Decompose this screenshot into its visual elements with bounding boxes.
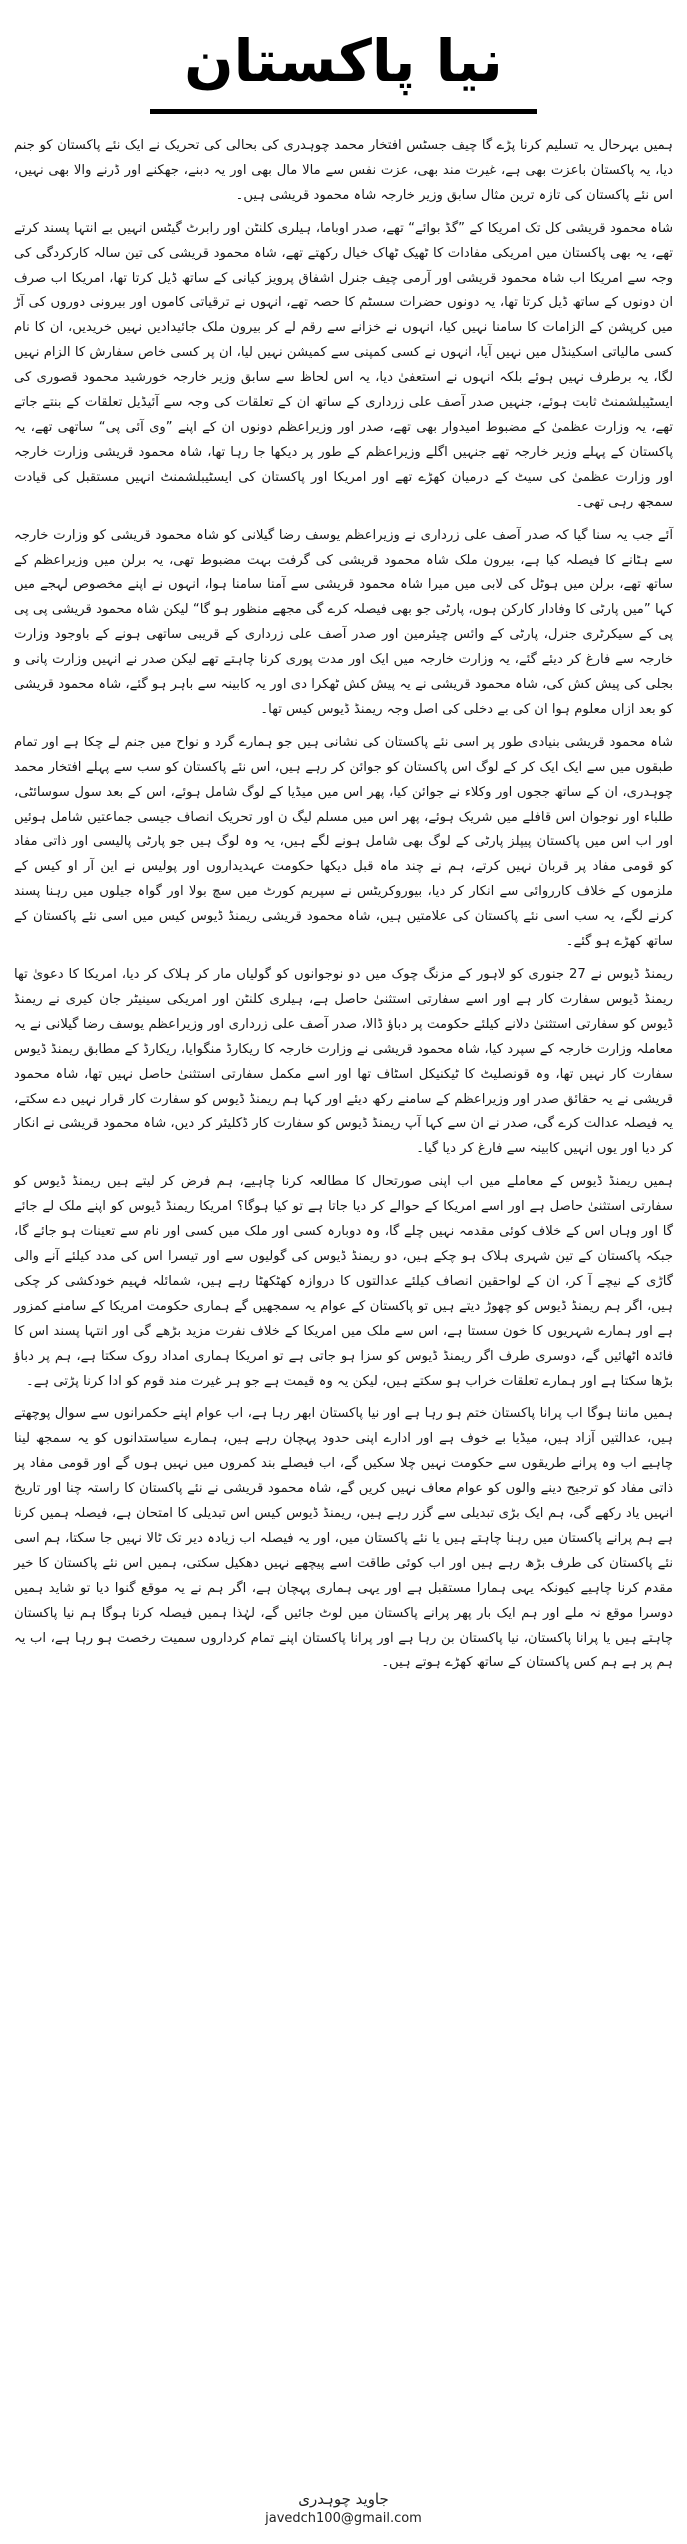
article-paragraph: ہمیں بہرحال یہ تسلیم کرنا پڑے گا چیف جسٹس افتخار محمد چوہدری کی بحالی کی تحریک نے ایک نئے پاکستان کو جنم دیا، یہ پاکستان باعزت بھی ہے، غیرت مند بھی، عزت نفس سے مالا مال بھی اور یہ دبنے، جھکنے اور ڈرنے والا بھی نہیں، اس نئے پاکستان کی تازہ ترین مثال سابق وزیر خارجہ شاہ محمود قریشی ہیں۔	[14, 138, 673, 203]
column-headline: نیا پاکستان	[150, 21, 537, 114]
author-name: جاوید چوہدری	[298, 2490, 389, 2508]
article-paragraph: آئے جب یہ سنا گیا کہ صدر آصف علی زرداری نے وزیراعظم یوسف رضا گیلانی کو شاہ محمود قریشی کو وزارت خارجہ سے ہٹانے کا فیصلہ کیا ہے، بیرون ملک شاہ محمود قریشی کی گرفت بہت مضبوط تھی، یہ برلن میں وزیراعظم کے ساتھ تھے، برلن میں ہوٹل کی لابی میں میرا شاہ محمود قریشی سے آمنا سامنا ہوا، انہوں نے اپنے مخصوص لہجے میں کہا ”میں پارٹی کا وفادار کارکن ہوں، پارٹی جو بھی فیصلہ کرے گی مجھے منظور ہو گا“ لیکن شاہ محمود قریشی پی پی پی کے سیکرٹری جنرل، پارٹی کے وائس چیئرمین اور صدر آصف علی زرداری کے قریبی ساتھی ہونے کے باوجود وزارت خارجہ سے فارغ کر دیئے گئے، یہ وزارت خارجہ میں ایک اور مدت پوری کرنا چاہتے تھے لیکن صدر نے انہیں وزارت پانی و بجلی کی پیش کش کی، شاہ محمود قریشی نے یہ پیش کش ٹھکرا دی اور یہ کابینہ سے باہر ہو گئے، شاہ محمود قریشی کو بعد ازاں معلوم ہوا ان کی بے دخلی کی اصل وجہ ریمنڈ ڈیوس کیس تھا۔	[14, 527, 673, 717]
headline-area	[14, 6, 673, 128]
article-paragraph: ہمیں ریمنڈ ڈیوس کے معاملے میں اب اپنی صورتحال کا مطالعہ کرنا چاہیے، ہم فرض کر لیتے ہیں ریمنڈ ڈیوس کو سفارتی استثنیٰ حاصل ہے اور اسے امریکا کے حوالے کر دیا جاتا ہے تو کیا ہوگا؟ امریکا ریمنڈ ڈیوس کو اپنے ملک لے جائے گا اور وہاں اس کے خلاف کوئی مقدمہ نہیں چلے گا، وہ دوبارہ کسی اور ملک میں کسی اور نام سے تعینات ہو جائے گا، جبکہ پاکستان کے تین شہری ہلاک ہو چکے ہیں، دو ریمنڈ ڈیوس کی گولیوں سے اور تیسرا اس کی مدد کیلئے آنے والی گاڑی کے نیچے آ کر، ان کے لواحقین انصاف کیلئے عدالتوں کا دروازہ کھٹکھٹا رہے ہیں، شمائلہ فہیم خودکشی کر چکی ہیں، اگر ہم ریمنڈ ڈیوس کو چھوڑ دیتے ہیں تو پاکستان کے عوام یہ سمجھیں گے ہماری حکومت امریکا کے سامنے کمزور ہے اور ہمارے شہریوں کا خون سستا ہے، اس سے ملک میں امریکا کے خلاف نفرت مزید بڑھے گی اور انتہا پسند اس کا فائدہ اٹھائیں گے، دوسری طرف اگر ریمنڈ ڈیوس کو سزا ہو جاتی ہے تو امریکا ہماری امداد روک سکتا ہے، ہم پر دباؤ بڑھا سکتا ہے اور ہمارے تعلقات خراب ہو سکتے ہیں، لیکن یہ وہ قیمت ہے جو ہر غیرت مند قوم کو ادا کرنا پڑتی ہے۔	[14, 1174, 673, 1389]
author-email: javedch100@gmail.com	[265, 2511, 422, 2526]
article-body	[14, 134, 673, 1676]
byline	[0, 2488, 687, 2528]
article-paragraph: ہمیں ماننا ہوگا اب پرانا پاکستان ختم ہو رہا ہے اور نیا پاکستان ابھر رہا ہے، اب عوام اپنے حکمرانوں سے سوال پوچھتے ہیں، عدالتیں آزاد ہیں، میڈیا بے خوف ہے اور ادارے اپنی حدود پہچان رہے ہیں، ہمارے سیاستدانوں کو یہ سمجھ لینا چاہیے اب وہ پرانے طریقوں سے حکومت نہیں چلا سکیں گے، اب فیصلے بند کمروں میں نہیں ہوں گے اور قومی مفاد پر ذاتی مفاد کو ترجیح دینے والوں کو عوام معاف نہیں کریں گے، شاہ محمود قریشی نے نئے پاکستان کا راستہ چنا اور تاریخ انہیں یاد رکھے گی، ہم ایک بڑی تبدیلی سے گزر رہے ہیں، ریمنڈ ڈیوس کیس اس تبدیلی کا امتحان ہے، فیصلہ ہمیں کرنا ہے ہم پرانے پاکستان میں رہنا چاہتے ہیں یا نئے پاکستان میں، اور یہ فیصلہ اب زیادہ دیر تک ٹالا نہیں جا سکتا، ہم اسی نئے پاکستان کی طرف بڑھ رہے ہیں اور اب کوئی طاقت اسے پیچھے نہیں دھکیل سکتی، ہمیں اس نئے پاکستان کا خیر مقدم کرنا چاہیے کیونکہ یہی ہمارا مستقبل ہے اور یہی ہماری پہچان ہے، اگر ہم نے یہ موقع گنوا دیا تو شاید ہمیں دوسرا موقع نہ ملے اور ہم ایک بار پھر پرانے پاکستان میں لوٹ جائیں گے، لہٰذا ہمیں فیصلہ کرنا ہوگا ہم نیا پاکستان چاہتے ہیں یا پرانا پاکستان، نیا پاکستان بن رہا ہے اور پرانا پاکستان اپنے تمام کرداروں سمیت رخصت ہو رہا ہے، اب یہ ہم پر ہے ہم کس پاکستان کے ساتھ کھڑے ہوتے ہیں۔	[14, 1406, 673, 1671]
article-paragraph: شاہ محمود قریشی کل تک امریکا کے ”گڈ بوائے“ تھے، صدر اوباما، ہیلری کلنٹن اور رابرٹ گیٹس انہیں بے انتہا پسند کرتے تھے، یہ بھی پاکستان میں امریکی مفادات کا ٹھیک ٹھاک خیال رکھتے تھے، شاہ محمود قریشی کی تین سالہ کارکردگی کی وجہ سے امریکا اب شاہ محمود قریشی اور آرمی چیف جنرل اشفاق پرویز کیانی کے ساتھ ڈیل کرتا تھا، امریکا اب صرف ان دونوں کے ساتھ ڈیل کرتا تھا، یہ دونوں حضرات سسٹم کا حصہ تھے، انہوں نے ترقیاتی کاموں اور بیرونی دوروں کی آڑ میں کرپشن کے الزامات کا سامنا نہیں کیا، انہوں نے خزانے سے رقم لے کر بیرون ملک جائیدادیں نہیں خریدیں، ان کا نام کسی مالیاتی اسکینڈل میں نہیں آیا، انہوں نے کسی کمپنی سے کمیشن نہیں لیا، ان پر کسی خاص سفارش کا الزام نہیں لگا، یہ برطرف نہیں ہوئے بلکہ انہوں نے استعفیٰ دیا، یہ اس لحاظ سے سابق وزیر خارجہ خورشید محمود قصوری کی ایسٹیبلشمنٹ ثابت ہوئے، جنہیں صدر آصف علی زرداری کے ساتھ ان کے تعلقات کی وجہ سے آئیڈیل تعلقات کے بنتے جاتے تھے، یہ وزارت عظمیٰ کے مضبوط امیدوار بھی تھے، صدر اور وزیراعظم دونوں ان کے اپنے ”وی آئی پی“ ساتھی تھے، یہ پاکستان کے پہلے وزیر خارجہ تھے جنہیں اگلے وزیراعظم کے طور پر دیکھا جا رہا تھا، شاہ محمود قریشی وزارت خارجہ اور وزارت عظمیٰ کی سیٹ کے درمیان کھڑے تھے اور امریکا اور پاکستان کی ایسٹیبلشمنٹ انہیں مستقبل کی قیادت سمجھ رہی تھی۔	[14, 220, 673, 510]
article-paragraph: شاہ محمود قریشی بنیادی طور پر اسی نئے پاکستان کی نشانی ہیں جو ہمارے گرد و نواح میں جنم لے چکا ہے اور تمام طبقوں میں سے ایک ایک کر کے لوگ اس پاکستان کو جوائن کر رہے ہیں، اس نئے پاکستان کو سب سے پہلے افتخار محمد چوہدری، ان کے ساتھ ججوں اور وکلاء نے جوائن کیا، پھر اس میں میڈیا کے لوگ شامل ہوئے، اس کے بعد سول سوسائٹی، طلباء اور نوجوان اس قافلے میں شریک ہوئے، پھر اس میں مسلم لیگ ن اور تحریک انصاف جیسی جماعتیں شامل ہوئیں اور اب اس میں پاکستان پیپلز پارٹی کے لوگ بھی شامل ہونے لگے ہیں، یہ وہ لوگ ہیں جو پارٹی پالیسی اور ذاتی مفاد کو قومی مفاد پر قربان نہیں کرتے، ہم نے چند ماہ قبل دیکھا حکومت عہدیداروں اور پولیس نے این آر او کیس کے ملزموں کے خلاف کارروائی سے انکار کر دیا، بیوروکریٹس نے سپریم کورٹ میں سچ بولا اور گواہ جیلوں میں رہنا پسند کرنے لگے، یہ سب اسی نئے پاکستان کی علامتیں ہیں، شاہ محمود قریشی ریمنڈ ڈیوس کیس میں اسی نئے پاکستان کے ساتھ کھڑے ہو گئے۔	[14, 734, 673, 950]
article-paragraph: ریمنڈ ڈیوس نے 27 جنوری کو لاہور کے مزنگ چوک میں دو نوجوانوں کو گولیاں مار کر ہلاک کر دیا، امریکا کا دعویٰ تھا ریمنڈ ڈیوس سفارت کار ہے اور اسے سفارتی استثنیٰ حاصل ہے، ہیلری کلنٹن اور امریکی سینیٹر جان کیری نے ریمنڈ ڈیوس کو سفارتی استثنیٰ دلانے کیلئے حکومت پر دباؤ ڈالا، صدر آصف علی زرداری اور وزیراعظم یوسف رضا گیلانی نے یہ معاملہ وزارت خارجہ کے سپرد کیا، شاہ محمود قریشی نے وزارت خارجہ کا ریکارڈ منگوایا، ریکارڈ کے مطابق ریمنڈ ڈیوس سفارت کار نہیں تھا، وہ قونصلیٹ کا ٹیکنیکل اسٹاف تھا اور اسے مکمل سفارتی استثنیٰ حاصل نہیں تھا، شاہ محمود قریشی نے یہ حقائق صدر اور وزیراعظم کے سامنے رکھ دیئے اور کہا ہم ریمنڈ ڈیوس کو سفارت کار قرار نہیں دے سکتے، یہ فیصلہ عدالت کرے گی، صدر نے ان سے کہا آپ ریمنڈ ڈیوس کو سفارت کار ڈکلیئر کر دیں، شاہ محمود قریشی نے انکار کر دیا اور یوں انہیں کابینہ سے فارغ کر دیا گیا۔	[14, 967, 673, 1157]
